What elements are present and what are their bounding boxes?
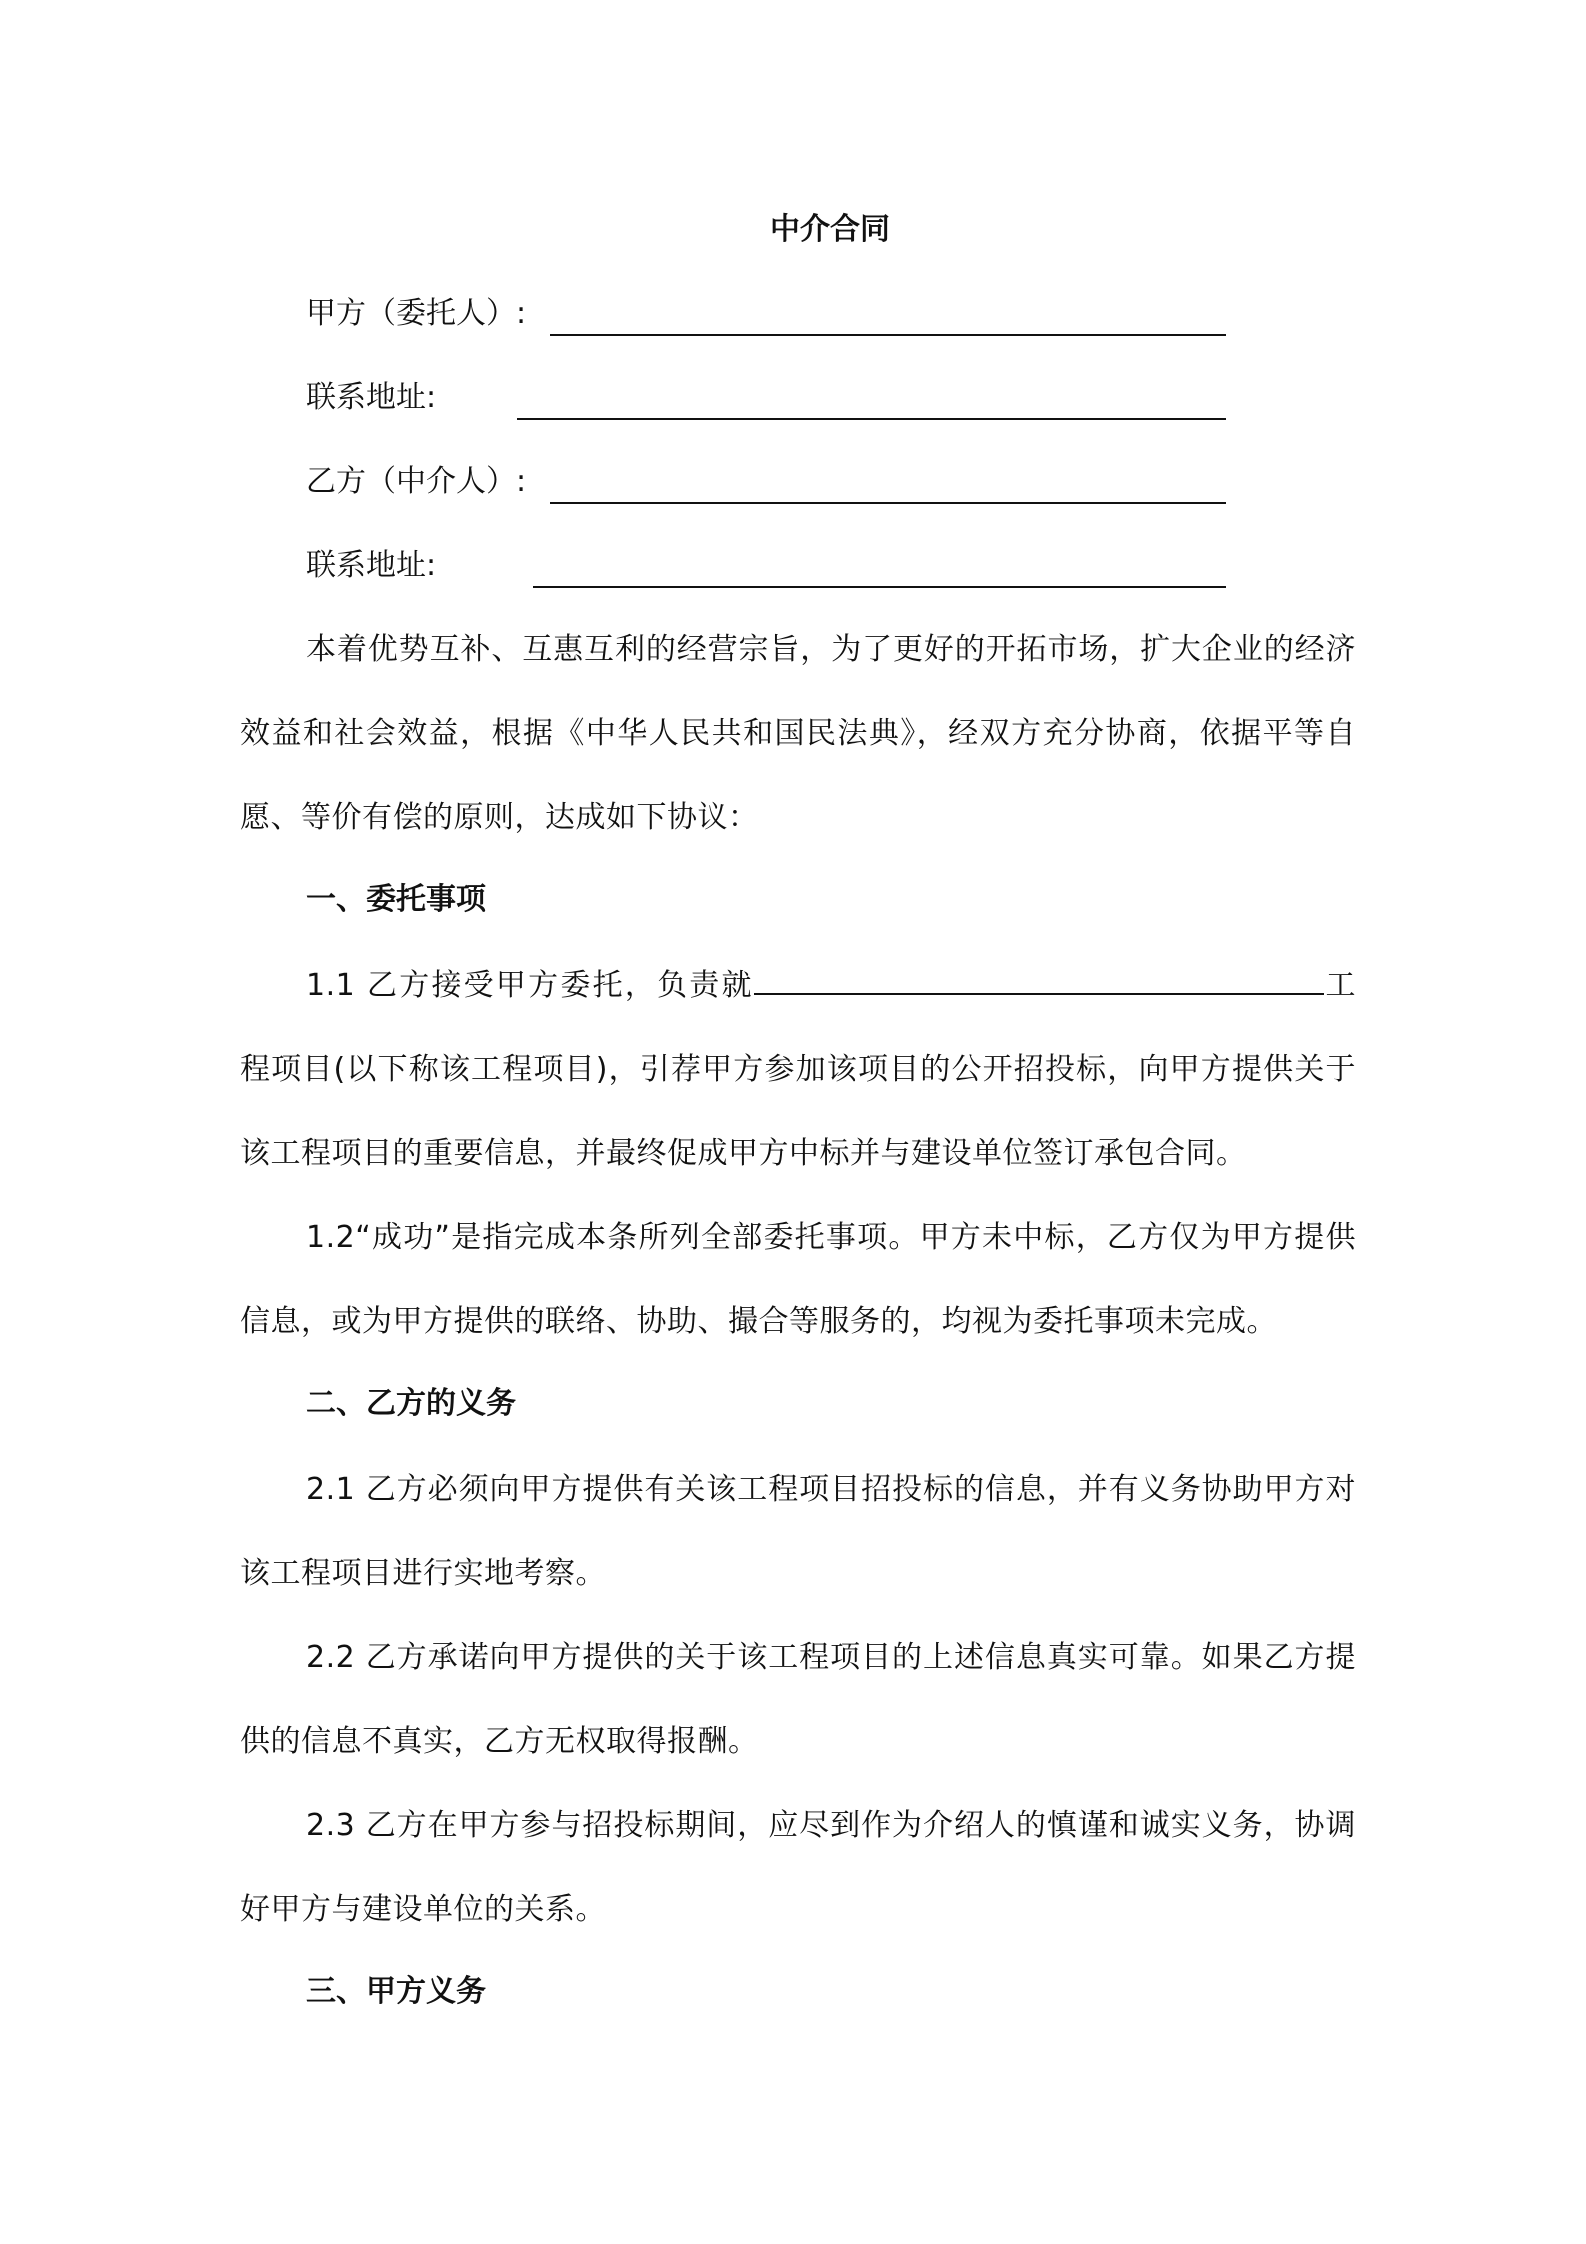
section-3-heading: 三、甲方义务	[306, 1974, 486, 2009]
party-a-address-blank[interactable]	[517, 418, 1226, 420]
document-title: 中介合同	[770, 212, 890, 247]
section-1-heading: 一、委托事项	[306, 882, 486, 917]
clause-1-2: 1.2“成功”是指完成本条所列全部委托事项。甲方未中标，乙方仅为甲方提供信息，或为甲方提供的联络、协助、撮合等服务的，均视为委托事项未完成。	[240, 1220, 1356, 1339]
clause-2-3: 2.3 乙方在甲方参与招投标期间，应尽到作为介绍人的慎谨和诚实义务，协调好甲方与建设单位的关系。	[240, 1808, 1356, 1927]
intro-paragraph: 本着优势互补、互惠互利的经营宗旨，为了更好的开拓市场，扩大企业的经济效益和社会效益，根据《中华人民共和国民法典》，经双方充分协商，依据平等自愿、等价有偿的原则，达成如下协议：	[240, 632, 1356, 835]
section-2-heading: 二、乙方的义务	[306, 1386, 516, 1421]
clause-1-1-text-after: 工程项目(以下称该工程项目)，引荐甲方参加该项目的公开招投标，向甲方提供关于该工程项目的重要信息，并最终促成甲方中标并与建设单位签订承包合同。	[240, 968, 1356, 1171]
clause-2-2: 2.2 乙方承诺向甲方提供的关于该工程项目的上述信息真实可靠。如果乙方提供的信息不真实，乙方无权取得报酬。	[240, 1640, 1356, 1759]
party-b-label: 乙方（中介人）:	[306, 464, 527, 499]
party-b-blank[interactable]	[550, 502, 1226, 504]
party-a-address-label: 联系地址:	[306, 380, 437, 415]
clause-1-1	[240, 944, 1356, 1196]
clause-1-1-text-before: 1.1 乙方接受甲方委托，负责就	[306, 968, 754, 1003]
party-a-blank[interactable]	[550, 334, 1226, 336]
party-b-address-label: 联系地址:	[306, 548, 437, 583]
clause-2-1: 2.1 乙方必须向甲方提供有关该工程项目招投标的信息，并有义务协助甲方对该工程项目进行实地考察。	[240, 1472, 1356, 1591]
project-name-blank[interactable]	[754, 963, 1324, 995]
party-a-label: 甲方（委托人）:	[306, 296, 527, 331]
party-b-address-blank[interactable]	[533, 586, 1226, 588]
